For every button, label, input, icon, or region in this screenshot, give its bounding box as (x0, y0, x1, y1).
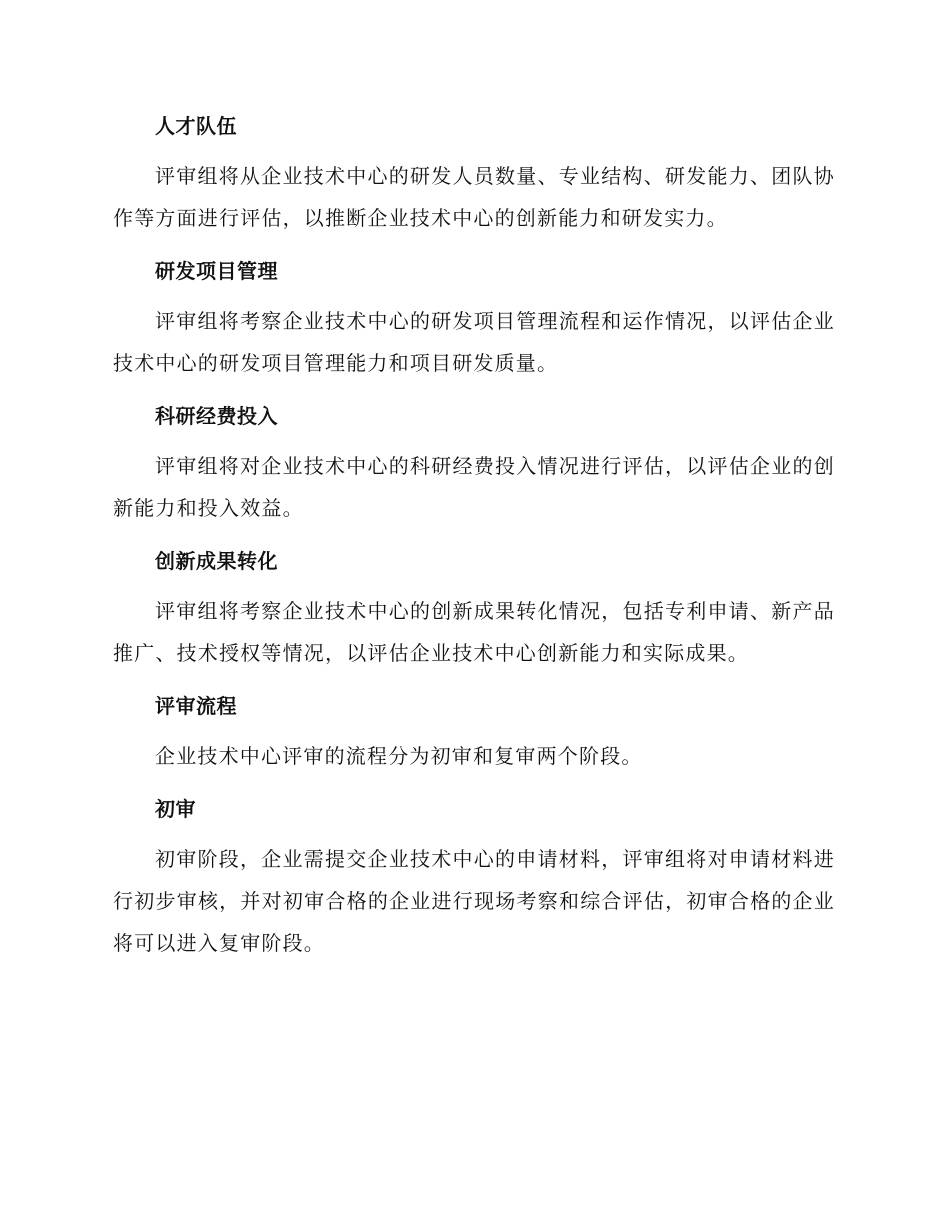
section-heading: 创新成果转化 (155, 549, 278, 573)
section-heading: 初审 (155, 797, 196, 821)
document-body (113, 103, 835, 973)
section-heading: 科研经费投入 (155, 404, 278, 428)
section-paragraph: 企业技术中心评审的流程分为初审和复审两个阶段。 (155, 744, 643, 768)
section-talent-team (113, 103, 835, 239)
section-paragraph: 评审组将考察企业技术中心的研发项目管理流程和运作情况，以评估企业技术中心的研发项目管理能力和项目研发质量。 (113, 309, 835, 375)
section-heading: 研发项目管理 (155, 259, 278, 283)
section-paragraph: 评审组将对企业技术中心的科研经费投入情况进行评估，以评估企业的创新能力和投入效益。 (113, 454, 835, 520)
section-paragraph: 初审阶段，企业需提交企业技术中心的申请材料，评审组将对申请材料进行初步审核，并对初审合格的企业进行现场考察和综合评估，初审合格的企业将可以进入复审阶段。 (113, 847, 835, 955)
section-heading: 评审流程 (155, 694, 237, 718)
section-paragraph: 评审组将从企业技术中心的研发人员数量、专业结构、研发能力、团队协作等方面进行评估，以推断企业技术中心的创新能力和研发实力。 (113, 164, 835, 230)
section-innovation-transfer (113, 538, 835, 674)
section-review-process (113, 683, 835, 777)
section-research-funding (113, 393, 835, 529)
section-rd-project-management (113, 248, 835, 384)
section-paragraph: 评审组将考察企业技术中心的创新成果转化情况，包括专利申请、新产品推广、技术授权等情况，以评估企业技术中心创新能力和实际成果。 (113, 599, 835, 665)
section-heading: 人才队伍 (155, 114, 237, 138)
section-preliminary-review (113, 786, 835, 964)
